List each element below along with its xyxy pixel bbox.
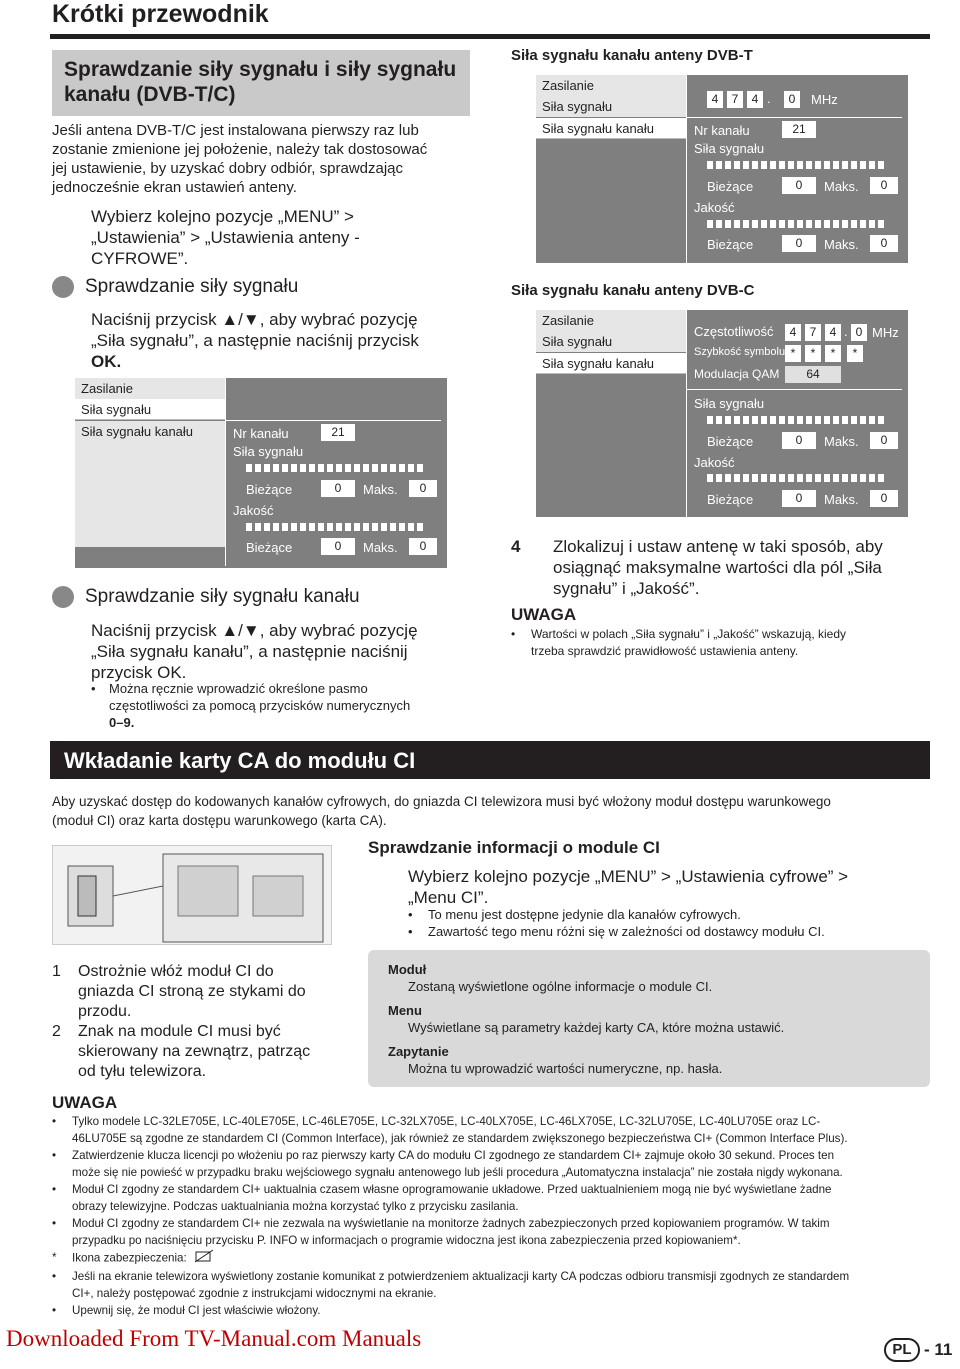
osd-value: 0: [870, 432, 898, 449]
osd-value: 0: [409, 480, 437, 497]
osd-label: Maks.: [824, 237, 859, 252]
uwaga-list: [52, 1113, 937, 1319]
osd-value: 0: [409, 538, 437, 555]
osd-label: Maks.: [824, 179, 859, 194]
symbol-star: *: [847, 345, 863, 362]
freq-digit: 0: [784, 91, 800, 108]
note-title: UWAGA: [511, 605, 577, 624]
osd-screen-dvbc: [536, 310, 908, 517]
page-title: Krótki przewodnik: [52, 0, 269, 28]
copy-protection-icon: [194, 1249, 214, 1268]
ci-steps: [52, 962, 352, 1082]
freq-digit: 7: [727, 91, 743, 108]
osd-value: 0: [870, 177, 898, 194]
osd-panel: [686, 75, 906, 263]
osd-screen-left: [75, 378, 447, 568]
ci-box-label: Moduł: [388, 962, 427, 977]
osd-label: Maks.: [363, 540, 398, 555]
top-rule: [50, 34, 930, 39]
osd-label: Maks.: [824, 492, 859, 507]
osd-label: Siła sygnału: [694, 396, 765, 411]
osd-panel: [225, 378, 445, 566]
osd-label: Maks.: [363, 482, 398, 497]
page-number-badge: [884, 1338, 952, 1362]
osd-label: Bieżące: [246, 540, 293, 555]
ci-box-label: Zapytanie: [388, 1044, 449, 1059]
osd-label: Bieżące: [707, 492, 754, 507]
osd-menu-item[interactable]: Siła sygnału: [536, 96, 686, 117]
uwaga-item: • Moduł CI zgodny ze standardem CI+ nie zezwala na wyświetlanie na monitorze żadnych zabezpieczonych przed kopiowaniem programów. W takim przypadku po naciśnięciu przycisku P. INFO w informacjach o programie widoczna jest ikona zabezpieczenia przed kopiowaniem*.: [52, 1217, 830, 1247]
page-number: - 11: [924, 1340, 953, 1359]
language-badge: PL: [884, 1338, 920, 1362]
osd-label: Bieżące: [707, 237, 754, 252]
osd-panel: [686, 310, 906, 517]
osd-label: Szybkość symbolu: [694, 346, 786, 358]
step-menu-path: Wybierz kolejno pozycje „MENU” > „Ustawienia” > „Ustawienia anteny - CYFROWE”.: [91, 207, 360, 268]
osd-value: 21: [321, 424, 355, 441]
ci-box-text: Wyświetlane są parametry każdej karty CA, które można ustawić.: [408, 1020, 785, 1035]
osd-value: 0: [782, 177, 816, 194]
osd-value: 0: [782, 432, 816, 449]
ci-info-step: Wybierz kolejno pozycje „MENU” > „Ustawienia cyfrowe” > „Menu CI”.: [408, 867, 849, 907]
sec2-bullet: • Można ręcznie wprowadzić określone pasmo częstotliwości za pomocą przycisków numerycznych 0–9.: [91, 681, 411, 730]
dvbt-title: Siła sygnału kanału anteny DVB-T: [511, 47, 753, 64]
tv-rear-illustration: [52, 845, 332, 945]
uwaga-item: • Jeśli na ekranie telewizora wyświetlony zostanie komunikat z potwierdzeniem aktualizacji karty CA podczas odbioru transmisji zgodnych ze standardem CI+, należy postępować zgodnie z instrukcjami widocznymi na ekranie.: [52, 1270, 850, 1300]
ci-step-1: 1 Ostrożnie włóż moduł CI do gniazda CI stroną ze stykami do przodu.: [52, 963, 306, 1020]
ci-section-title: Wkładanie karty CA do modułu CI: [50, 741, 930, 779]
freq-digit: 4: [785, 324, 801, 341]
osd-label: Siła sygnału: [233, 444, 304, 459]
osd-label: Bieżące: [707, 179, 754, 194]
symbol-star: *: [785, 345, 801, 362]
osd-menu-item[interactable]: Siła sygnału: [75, 399, 225, 420]
freq-digit: 4: [825, 324, 841, 341]
section-title-box: Sprawdzanie siły sygnału i siły sygnału kanału (DVB-T/C): [52, 50, 470, 116]
freq-dot: .: [767, 91, 771, 106]
section-bullet-icon: [52, 276, 74, 298]
ci-info-box: [368, 950, 930, 1087]
section-bullet-icon: [52, 586, 74, 608]
step4-number: 4: [511, 537, 521, 556]
osd-label: Jakość: [694, 455, 735, 470]
osd-label: MHz: [872, 325, 899, 340]
osd-menu-item[interactable]: Siła sygnału kanału: [75, 421, 225, 547]
osd-value: 0: [321, 480, 355, 497]
osd-label: Bieżące: [246, 482, 293, 497]
freq-digit: 7: [805, 324, 821, 341]
ci-step-2: 2 Znak na module CI musi być skierowany na zewnątrz, patrząc od tyłu telewizora.: [52, 1023, 311, 1080]
osd-value: 21: [782, 121, 816, 138]
download-link[interactable]: Downloaded From TV-Manual.com Manuals: [6, 1326, 422, 1351]
freq-digit: 0: [851, 324, 867, 341]
osd-menu-item[interactable]: Siła sygnału: [536, 331, 686, 352]
ci-info-title: Sprawdzanie informacji o module CI: [368, 838, 660, 857]
osd-value: 0: [321, 538, 355, 555]
ci-box-text: Zostaną wyświetlone ogólne informacje o module CI.: [408, 979, 713, 994]
sec1-title: Sprawdzanie siły sygnału: [85, 276, 299, 297]
osd-value: 64: [785, 366, 841, 383]
osd-menu-item[interactable]: Siła sygnału kanału: [536, 118, 686, 139]
symbol-star: *: [825, 345, 841, 362]
osd-value: 0: [870, 235, 898, 252]
osd-label: Nr kanału: [694, 123, 750, 138]
osd-label: Jakość: [233, 503, 274, 518]
osd-menu-item[interactable]: Zasilanie: [536, 75, 686, 96]
osd-menu-item[interactable]: Zasilanie: [75, 378, 225, 399]
uwaga-title: UWAGA: [52, 1093, 118, 1112]
quality-bar: [707, 220, 887, 228]
ci-box-text: Można tu wprowadzić wartości numeryczne, np. hasła.: [408, 1061, 723, 1076]
step4-text: Zlokalizuj i ustaw antenę w taki sposób, aby osiągnąć maksymalne wartości dla pól „Siła sygnału” i „Jakość”.: [553, 537, 883, 598]
quality-bar: [246, 523, 426, 531]
signal-bar: [707, 416, 887, 424]
intro-paragraph: Jeśli antena DVB-T/C jest instalowana pierwszy raz lub zostanie zmienione jej położenie, należy tak dostosować jej ustawienie, by uzyskać dobry odbiór, sprawdzając jednocześnie ekran ustawień anteny.: [52, 122, 428, 196]
osd-label: Częstotliwość: [694, 324, 774, 339]
uwaga-item: • Zatwierdzenie klucza licencji po włożeniu po raz pierwszy karty CA do modułu CI zgodnego ze standardem CI+ zajmuje około 30 sekund. Proces ten może się nie powieść w przypadku braku wejściowego sygnału antenowego lub jeśli procedura „Automatyczna instalacja” nie została nigdy wykonana.: [52, 1149, 843, 1179]
sec2-title: Sprawdzanie siły sygnału kanału: [85, 586, 360, 607]
osd-label: Modulacja QAM: [694, 367, 780, 381]
osd-label: Maks.: [824, 434, 859, 449]
osd-value: 0: [782, 235, 816, 252]
ci-box-label: Menu: [388, 1003, 422, 1018]
uwaga-item: • Tylko modele LC-32LE705E, LC-40LE705E, LC-46LE705E, LC-32LX705E, LC-40LX705E, LC-46LX705E, LC-32LU705E, LC-40LU705E oraz LC- 46LU705E są zgodne ze standardem CI (Common Interface), jak również ze standardem zwiększonego bezpieczeństwa CI+ (Common Interface Plus).: [52, 1115, 848, 1145]
osd-label: Nr kanału: [233, 426, 289, 441]
sec1-text: Naciśnij przycisk ▲/▼, aby wybrać pozycję „Siła sygnału”, a następnie naciśnij przycisk OK.: [91, 310, 419, 371]
osd-menu-item[interactable]: Zasilanie: [536, 310, 686, 331]
osd-value: 0: [870, 490, 898, 507]
dvbc-title: Siła sygnału kanału anteny DVB-C: [511, 282, 755, 299]
osd-screen-dvbt: [536, 75, 908, 263]
ci-intro: Aby uzyskać dostęp do kodowanych kanałów cyfrowych, do gniazda CI telewizora musi być włożony moduł dostępu warunkowego (moduł CI) oraz karta dostępu warunkowego (karta CA).: [52, 794, 831, 828]
ci-info-bullets: • To menu jest dostępne jedynie dla kanałów cyfrowych. • Zawartość tego menu różni się w zależności od dostawcy modułu CI.: [408, 907, 825, 939]
quality-bar: [707, 474, 887, 482]
freq-digit: 4: [747, 91, 763, 108]
uwaga-item: • Upewnij się, że moduł CI jest właściwie włożony.: [52, 1304, 321, 1317]
osd-value: 0: [782, 490, 816, 507]
symbol-star: *: [805, 345, 821, 362]
uwaga-item: * Ikona zabezpieczenia:: [52, 1249, 937, 1268]
freq-digit: 4: [707, 91, 723, 108]
osd-label: Siła sygnału: [694, 141, 765, 156]
signal-bar: [246, 464, 426, 472]
uwaga-item: • Moduł CI zgodny ze standardem CI+ uaktualnia czasem własne oprogramowanie układowe. Przed uaktualnieniem mogą nie być wyświetlane żadne obrazy telewizyjne. Podczas uaktualniania można korzystać tylko z przycisku zasilania.: [52, 1183, 832, 1213]
osd-label: Bieżące: [707, 434, 754, 449]
freq-dot: .: [844, 324, 848, 339]
note-text: • Wartości w polach „Siła sygnału” i „Jakość” wskazują, kiedy trzeba sprawdzić prawidłowość ustawienia anteny.: [511, 627, 846, 658]
osd-menu-item[interactable]: Siła sygnału kanału: [536, 353, 686, 374]
osd-label: Jakość: [694, 200, 735, 215]
sec2-text: Naciśnij przycisk ▲/▼, aby wybrać pozycję „Siła sygnału kanału”, a następnie naciśnij przycisk OK.: [91, 621, 418, 682]
osd-label: MHz: [811, 92, 838, 107]
signal-bar: [707, 161, 887, 169]
